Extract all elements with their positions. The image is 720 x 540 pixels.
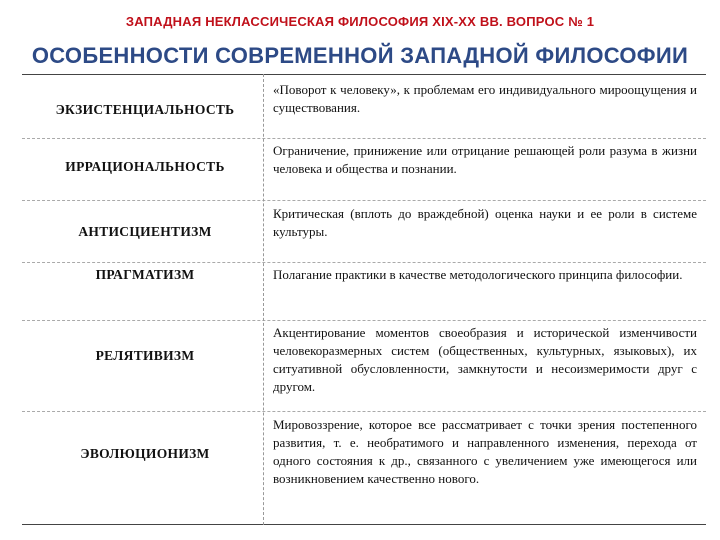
column-divider — [263, 74, 265, 525]
term-cell: ПРАГМАТИЗМ — [95, 267, 195, 282]
table-row — [22, 321, 706, 412]
table-row — [22, 139, 706, 201]
definition-cell: Акцентирование моментов своеобразия и исторической изменчивости человекоразмерных систем (общественных, культурных, языковых), их ситуативной обусловленности, замкнутости и несоизмеримости друг с другом. — [273, 325, 697, 394]
features-table — [22, 74, 706, 525]
definition-cell: Ограничение, принижение или отрицание решающей роли разума в жизни человека и общества и познании. — [273, 143, 697, 176]
definition-cell: Полагание практики в качестве методологического принципа философии. — [273, 267, 683, 282]
slide-title: ОСОБЕННОСТИ СОВРЕМЕННОЙ ЗАПАДНОЙ ФИЛОСОФИИ — [31, 43, 689, 68]
slide-header: ЗАПАДНАЯ НЕКЛАССИЧЕСКАЯ ФИЛОСОФИЯ XIX-XX ВВ. ВОПРОС № 1 — [125, 14, 595, 29]
table-row — [22, 201, 706, 263]
term-cell: ЭКЗИСТЕНЦИАЛЬНОСТЬ — [55, 102, 235, 117]
term-cell: АНТИСЦИЕНТИЗМ — [78, 224, 212, 239]
term-cell: РЕЛЯТИВИЗМ — [95, 348, 195, 363]
term-cell: ИРРАЦИОНАЛЬНОСТЬ — [65, 159, 225, 174]
table-row — [22, 412, 706, 526]
term-cell: ЭВОЛЮЦИОНИЗМ — [80, 446, 210, 461]
table-row — [22, 75, 706, 139]
definition-cell: Мировоззрение, которое все рассматривает с точки зрения постепенного развития, т. е. необратимого и направленного изменения, перехода от одного состояния к др., связанного с увеличением уже имеющегося или возникновением качественно нового. — [273, 417, 697, 486]
definition-cell: «Поворот к человеку», к проблемам его индивидуального мироощущения и существования. — [273, 82, 697, 115]
table-row — [22, 263, 706, 321]
definition-cell: Критическая (вплоть до враждебной) оценка науки и ее роли в системе культуры. — [273, 206, 697, 239]
